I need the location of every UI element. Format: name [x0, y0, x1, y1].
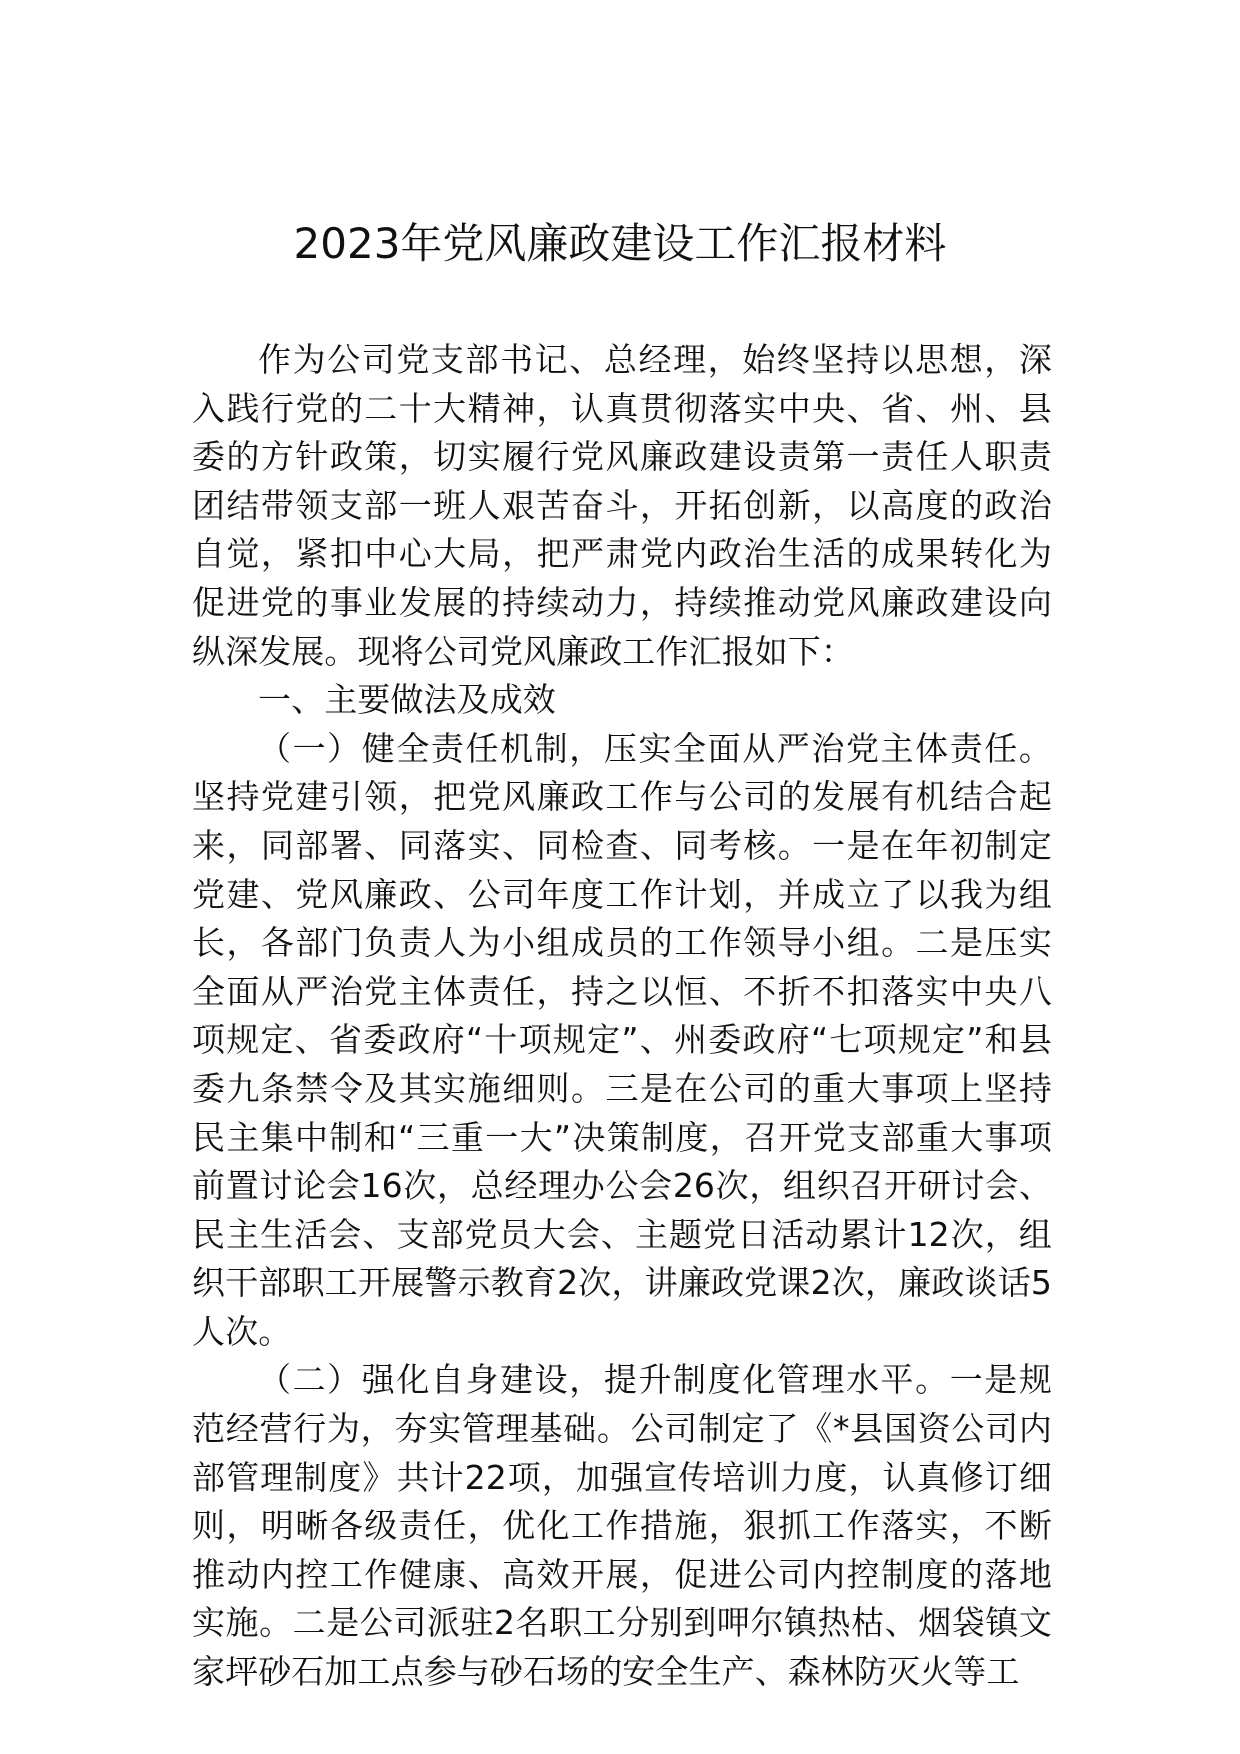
document-body: [192, 336, 1052, 1697]
document-title: 2023年党风廉政建设工作汇报材料: [293, 219, 947, 268]
intro-paragraph: 作为公司党支部书记、总经理，始终坚持以思想，深入践行党的二十大精神，认真贯彻落实中央、省、州、县委的方针政策，切实履行党风廉政建设责第一责任人职责团结带领支部一班人艰苦奋斗，开拓创新，以高度的政治自觉，紧扣中心大局，把严肃党内政治生活的成果转化为促进党的事业发展的持续动力，持续推动党风廉政建设向纵深发展。现将公司党风廉政工作汇报如下：: [192, 340, 1052, 671]
section-heading-1: 一、主要做法及成效: [258, 680, 556, 720]
section1-paragraph-1: （一）健全责任机制，压实全面从严治党主体责任。坚持党建引领，把党风廉政工作与公司的发展有机结合起来，同部署、同落实、同检查、同考核。一是在年初制定党建、党风廉政、公司年度工作计划，并成立了以我为组长，各部门负责人为小组成员的工作领导小组。二是压实全面从严治党主体责任，持之以恒、不折不扣落实中央八项规定、省委政府“十项规定”、州委政府“七项规定”和县委九条禁令及其实施细则。三是在公司的重大事项上坚持民主集中制和“三重一大”决策制度，召开党支部重大事项前置讨论会16次，总经理办公会26次，组织召开研讨会、民主生活会、支部党员大会、主题党日活动累计12次，组织干部职工开展警示教育2次，讲廉政党课2次，廉政谈话5人次。: [192, 728, 1052, 1351]
section1-paragraph-2: （二）强化自身建设，提升制度化管理水平。一是规范经营行为，夯实管理基础。公司制定了《*县国资公司内部管理制度》共计22项，加强宣传培训力度，认真修订细则，明晰各级责任，优化工作措施，狠抓工作落实，不断推动内控工作健康、高效开展，促进公司内控制度的落地实施。二是公司派驻2名职工分别到呷尔镇热枯、烟袋镇文家坪砂石加工点参与砂石场的安全生产、森林防灭火等工: [192, 1360, 1052, 1692]
